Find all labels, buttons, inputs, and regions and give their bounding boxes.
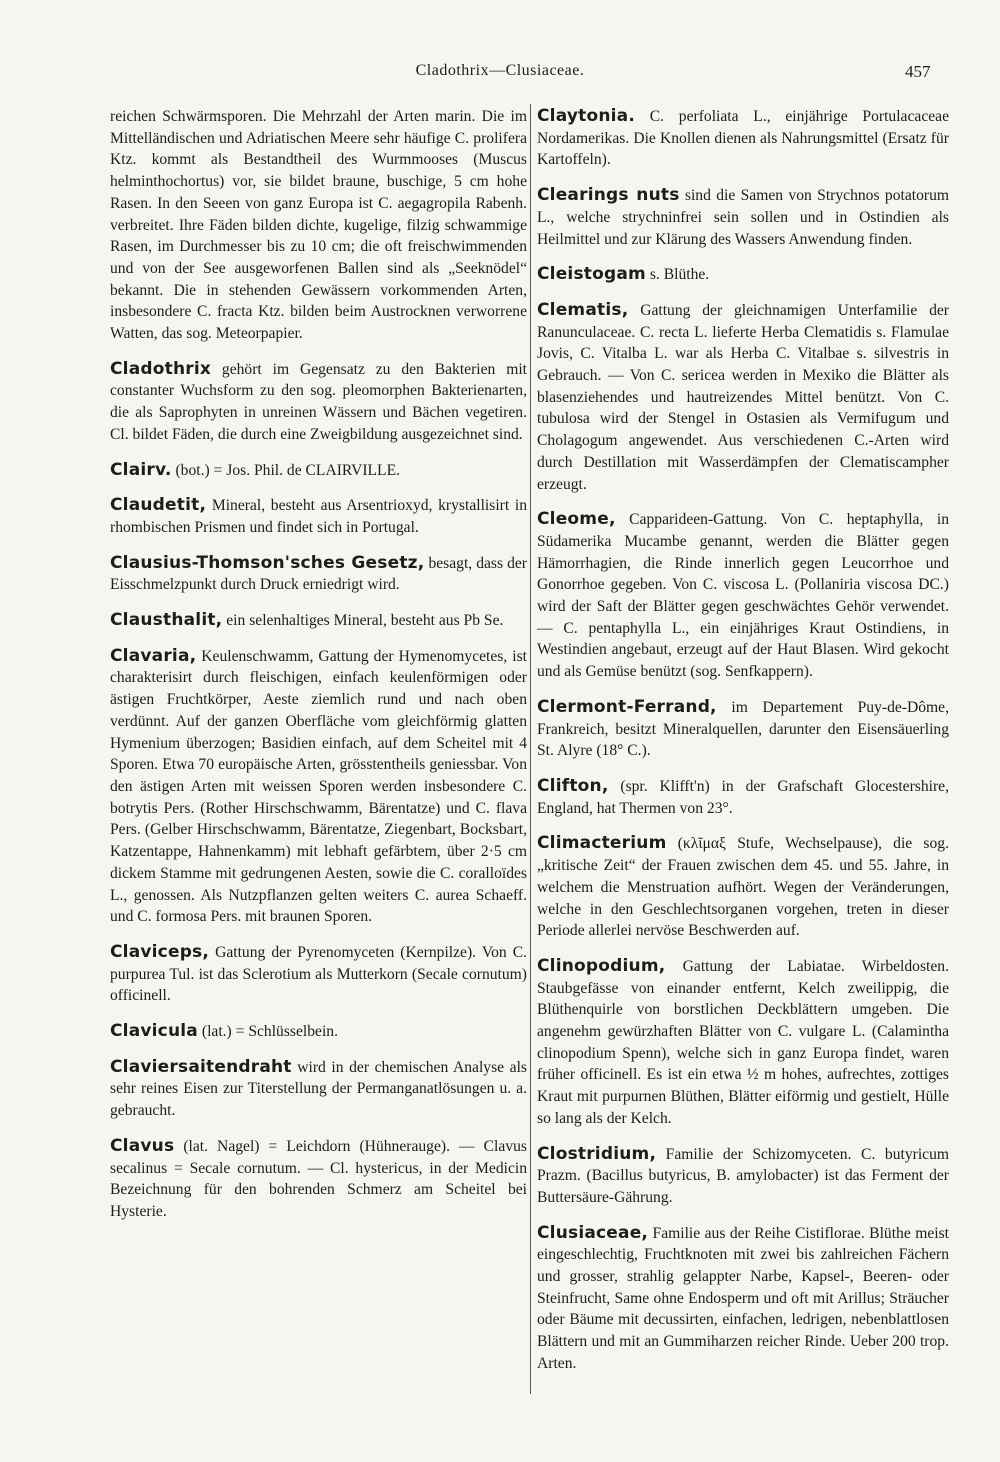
entry-headword: Climacterium (537, 833, 667, 854)
running-title: Cladothrix—Clusiaceae. (415, 62, 585, 79)
entry-clausius-thomson (110, 553, 527, 596)
entry-headword: Clavaria, (110, 645, 197, 666)
entry-text: s. Blüthe. (649, 266, 710, 284)
entry-headword: Clavus (110, 1135, 175, 1156)
entry-text: Gattung der Labiatae. Wirbeldosten. Staubgefässe von einander entfernt, Kelch zweilippig, die Blüthenquirle von borstlichen Deckblättern umgeben. Die angenehm gewürzhaften Blätter von C. vulgare L. (Calamintha clinopodium Spenn), welche sich in ganz Europa findet, waren früher officinell. Es ist ein etwa ½ m hohes, aufrechtes, zottiges Kraut mit purpurnen Blüthen, Blätter eiförmig und gestielt, Hülle so lang als der Kelch. (537, 957, 949, 1127)
entry-headword: Clusiaceae, (537, 1222, 649, 1243)
entry-text: Gattung der gleichnamigen Unterfamilie der Ranunculaceae. C. recta L. lieferte Herba Clematidis s. Flamulae Jovis, C. Vitalba L. war als Herba C. Vitalbae s. silvestris in Gebrauch. — Von C. sericea werden in Mexiko die Blätter als blasenziehendes und hautreizendes Mittel benützt. Von C. tubulosa wird der Stengel in Ostasien als Vermifugum und Cholagogum angewendet. Aus verschiedenen C.-Arten wird durch Destillation mit Wasserdämpfen der Clematiscampher erzeugt. (537, 301, 949, 493)
entry-clausthalit (110, 610, 527, 632)
entry-text: Keulenschwamm, Gattung der Hymenomycetes, ist charakterisirt durch fleischigen, einfach keulenförmigen oder ästigen Fruchtkörper, Aeste ziemlich rund und nach oben verdünnt. Auf der ganzen Oberfläche vom gleichförmig glatten Hymenium überzogen; Basidien einfach, auf dem Scheitel mit 4 Sporen. Etwa 70 europäische Arten, grösstentheils geniessbar. Von den ästigen Arten mit weissen Sporen werden insbesondere C. botrytis Pers. (Rother Hirschschwamm, Bärentatze) und C. flava Pers. (Gelber Hirschschwamm, Bärentatze, Ziegenbart, Bocksbart, Katzentappe, Hahnenkamm) mit lebhaft gefärbtem, über 2·5 cm dickem Stamme mit gedrungenen Aesten, sowie die C. coralloïdes L., genossen. Als Nutzpflanzen gelten weiters C. aurea Schaeff. und C. formosa Pers. mit braunen Sporen. (110, 647, 527, 926)
entry-headword: Cladothrix (110, 358, 212, 379)
entry-headword: Clausthalit, (110, 610, 223, 631)
entry-text: sind die Samen von Strychnos potatorum L., welche strychninfrei sein sollen und in Ostindien als Heilmittel und zur Klärung des Wassers Anwendung finden. (537, 187, 949, 248)
entry-clusiaceae (537, 1223, 949, 1375)
entry-text: wird in der chemischen Analyse als sehr reines Eisen zur Titerstellung der Permanganatlösungen u. a. gebraucht. (110, 1058, 527, 1120)
entry-claudetit (110, 495, 527, 538)
page-header (0, 62, 1000, 86)
entry-text: (κλῖμαξ Stufe, Wechselpause), die sog. „kritische Zeit“ der Frauen zwischen dem 45. und 55. Jahre, in welchem die Menstruation aufhört. Wegen der Veränderungen, welche in den Geschlechtsorganen vorgehen, treten in dieser Periode allerlei nervöse Beschwerden auf. (537, 835, 949, 940)
entry-headword: Clifton, (537, 775, 609, 796)
entry-text: (bot.) = Jos. Phil. de CLAIRVILLE. (175, 461, 400, 479)
entry-text: (spr. Klifft'n) in der Grafschaft Glocestershire, England, hat Thermen von 23°. (537, 777, 949, 817)
entry-text: gehört im Gegensatz zu den Bakterien mit constanter Wuchsform zu den sog. pleomorphen Bakterienarten, die als Saprophyten in unreinen Wässern und Bächen vegetiren. Cl. bildet Fäden, die durch eine Zweigbildung ausgezeichnet sind. (110, 360, 527, 443)
entry-text: (lat. Nagel) = Leichdorn (Hühnerauge). — Clavus secalinus = Secale cornutum. — Cl. hystericus, in der Medicin Bezeichnung für den bohrenden Schmerz am Scheitel bei Hysterie. (110, 1137, 527, 1220)
entry-headword: Claudetit, (110, 495, 207, 516)
entry-headword: Clausius-Thomson'sches Gesetz, (110, 552, 425, 573)
entry-text: C. perfoliata L., einjährige Portulacaceae Nordamerikas. Die Knollen dienen als Nahrungsmittel (Ersatz für Kartoffeln). (537, 108, 949, 169)
right-column (537, 106, 949, 1375)
entry-cleome (537, 509, 949, 683)
entry-text: Familie aus der Reihe Cistiflorae. Blüthe meist eingeschlechtig, Fruchtknoten mit zwei bis zahlreichen Fächern und grosser, strahlig gelappter Narbe, Kapsel-, Beeren- oder Steinfrucht, Same ohne Endosperm und oft mit Arillus; Sträucher oder Bäume mit decussirten, einfachen, ledrigen, nebenblattlosen Blättern und mit an Gummiharzen reicher Rinde. Ueber 200 trop. Arten. (537, 1224, 949, 1372)
entry-claviersaitendraht (110, 1057, 527, 1122)
entry-clifton (537, 776, 949, 819)
entry-text: Gattung der Pyrenomyceten (Kernpilze). Von C. purpurea Tul. ist das Sclerotium als Mutterkorn (Secale cornutum) officinell. (110, 943, 527, 1005)
entry-clairv (110, 460, 527, 482)
entry-headword: Clematis, (537, 299, 629, 320)
entry-clearings-nuts (537, 185, 949, 250)
entry-clermont-ferrand (537, 697, 949, 762)
entry-clinopodium (537, 956, 949, 1130)
left-column (110, 106, 527, 1223)
entry-headword: Claytonia. (537, 106, 635, 126)
entry-headword: Clostridium, (537, 1143, 657, 1164)
entry-text: reichen Schwärmsporen. Die Mehrzahl der Arten marin. Die im Mittelländischen und Adriatischen Meere sehr häufige C. prolifera Ktz. kommt als Bestandtheil des Wurmmooses (Muscus helminthochortus) vor, sie bildet braune, buschige, 5 cm hohe Rasen. In den Seeen von ganz Europa ist C. aegagropila Rabenh. verbreitet. Ihre Fäden bilden dichte, kugelige, filzig schwammige Rasen, im Durchmesser bis zu 10 cm; die oft freischwimmenden und von der See ausgeworfenen Ballen sind als „Seeknödel“ bekannt. Die in stehenden Gewässern vorkommenden Arten, insbesondere C. fracta Ktz. bilden beim Austrocknen verworrene Watten, das sog. Meteorpapier. (110, 108, 527, 343)
entry-headword: Clearings nuts (537, 185, 680, 206)
entry-text: Familie der Schizomyceten. C. butyricum Prazm. (Bacillus butyricus, B. amylobacter) ist das Ferment der Buttersäure-Gährung. (537, 1145, 949, 1206)
entry-headword: Cleome, (537, 509, 616, 530)
page-number: 457 (905, 62, 931, 81)
column-divider (530, 104, 531, 1394)
entry-headword: Claviersaitendraht (110, 1056, 292, 1077)
entry-claviceps (110, 942, 527, 1007)
entry-headword: Claviceps, (110, 941, 210, 962)
entry-headword: Clairv. (110, 459, 172, 480)
entry-clavicula (110, 1021, 527, 1043)
entry-text: (lat.) = Schlüsselbein. (201, 1023, 338, 1041)
entry-headword: Clermont-Ferrand, (537, 696, 717, 717)
entry-text: im Departement Puy-de-Dôme, Frankreich, besitzt Mineralquellen, darunter den Eisensäuerling St. Alyre (18° C.). (537, 698, 949, 760)
entry-text: besagt, dass der Eisschmelzpunkt durch Druck erniedrigt wird. (110, 554, 527, 594)
entry-headword: Clinopodium, (537, 955, 666, 976)
entry-text: Capparideen-Gattung. Von C. heptaphylla, in Südamerika Mucambe genannt, werden die Blätter gegen Hämorrhagien, die Rinde innerlich gegen Leucorrhoe und Gonorrhoe gegeben. Von C. viscosa L. (Pollaniria viscosa DC.) wird der Saft der Blätter gegen geschwächtes Gehör verwendet. — C. pentaphylla L., ein einjähriges Kraut Ostindiens, in Westindien angebaut, erzeugt auf der Haut Blasen. Wird gekocht und als Gemüse benützt (sog. Senfkappern). (537, 511, 950, 681)
entry-text: ein selenhaltiges Mineral, besteht aus Pb Se. (226, 612, 504, 630)
entry-clostridium (537, 1144, 949, 1209)
entry-cladothrix (110, 359, 527, 446)
entry-claytonia (537, 106, 949, 171)
entry-cleistogam (537, 264, 949, 286)
entry-clematis (537, 300, 949, 495)
entry-continuation (110, 106, 527, 345)
entry-text: Mineral, besteht aus Arsentrioxyd, krystallisirt in rhombischen Prismen und findet sich in Portugal. (110, 497, 527, 536)
entry-clavus (110, 1136, 527, 1223)
entry-climacterium (537, 833, 949, 942)
entry-clavaria (110, 646, 527, 928)
entry-headword: Cleistogam (537, 264, 646, 285)
entry-headword: Clavicula (110, 1021, 198, 1042)
